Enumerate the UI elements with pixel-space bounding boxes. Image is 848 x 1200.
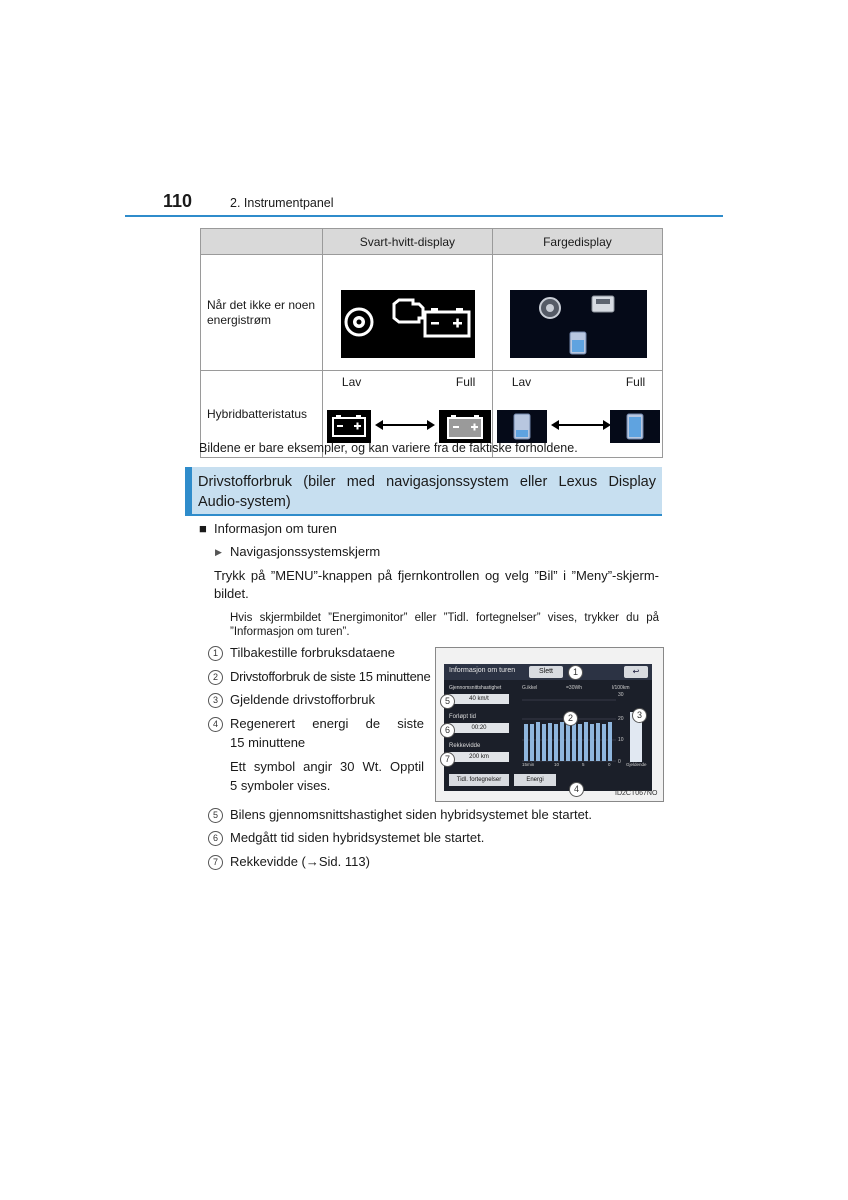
color-no-energy-cell [492, 255, 662, 371]
item-1-text: Tilbakestille forbruksdataene [230, 645, 395, 660]
screen-xtick: 10 [554, 762, 560, 767]
screen-ytick: 0 [618, 759, 621, 765]
display-comparison-table [200, 228, 663, 458]
full-label: Full [455, 375, 476, 389]
bw-no-energy-cell [322, 255, 492, 371]
col-header-bw: Svart-hvitt-display [322, 229, 492, 255]
section-title [198, 472, 656, 512]
wheel-icon [540, 298, 560, 318]
col-header-color: Fargedisplay [492, 229, 662, 255]
item-3-text: Gjeldende drivstofforbruk [230, 692, 376, 707]
screen-xtick: 5 [582, 762, 585, 767]
item-6-text: Medgått tid siden hybridsystemet ble startet. [230, 830, 485, 845]
item-7-text: Rekkevidde (→Sid. 113) [230, 854, 370, 869]
number-marker-3: 3 [208, 693, 223, 708]
battery-icon [448, 415, 482, 438]
image-code: ID2CT067NO [615, 790, 658, 797]
section-accent [185, 467, 192, 516]
section-heading [185, 467, 662, 516]
wheel-icon [346, 309, 372, 335]
screen-consumption-chart [522, 698, 616, 762]
screen-xtick: 0 [608, 762, 611, 767]
battery-low-image [497, 410, 547, 443]
screen-delete-button: Slett [529, 666, 563, 678]
engine-icon [394, 300, 423, 322]
page-number: 110 [163, 191, 193, 211]
item-2-text: Drivstofforbruk de siste 15 minuttene [230, 669, 431, 684]
battery-icon [570, 332, 586, 354]
callout-marker: 4 [569, 782, 584, 797]
screen-tab-history: Tidl. fortegnelser [449, 774, 509, 786]
screen-elapsed-value: 00:20 [449, 723, 509, 733]
screen-chart-label: G.ikkel [522, 685, 538, 691]
double-arrow-icon [375, 419, 435, 431]
item-4-text-line1: Regenerert energi de siste [230, 716, 424, 731]
screen-elapsed-label: Forløpt tid [449, 714, 477, 720]
header-rule [125, 215, 723, 217]
screen-ytick: 10 [618, 737, 624, 743]
number-marker-4: 4 [208, 717, 223, 732]
screen-xtick: 15min [522, 762, 535, 767]
screen-range-label: Rekkevidde [449, 743, 481, 749]
bullet-text: Navigasjonssystemskjerm [230, 544, 381, 559]
screen-unit: l/100km [612, 685, 630, 691]
number-marker-6: 6 [208, 831, 223, 846]
screen-back-icon: ↩ [624, 666, 648, 678]
full-label: Full [625, 375, 646, 389]
number-marker-1: 1 [208, 646, 223, 661]
row-label-no-energy: Når det ikke er noen energistrøm [201, 255, 323, 371]
battery-icon [627, 414, 643, 439]
small-note-line2: ”Informasjon om turen”. [230, 626, 350, 638]
screen-range-value: 200 km [449, 752, 509, 762]
callout-marker: 2 [563, 711, 578, 726]
callout-marker: 1 [568, 665, 583, 680]
double-arrow-icon [551, 419, 611, 431]
low-label: Lav [511, 375, 532, 389]
screen-ytick: 30 [618, 692, 624, 698]
square-bullet-icon: ■ [199, 521, 207, 536]
table-corner [201, 229, 323, 255]
callout-marker: 3 [632, 708, 647, 723]
engine-icon [592, 296, 614, 312]
battery-icon [333, 415, 365, 436]
screen-display [444, 664, 652, 791]
callout-marker: 7 [440, 752, 455, 767]
color-display-image [510, 290, 647, 358]
battery-icon [514, 414, 530, 439]
screen-tab-energy: Energi [514, 774, 556, 786]
bw-display-image [341, 290, 475, 358]
item-4-text-line2: 15 minuttene [230, 735, 306, 750]
item-4-note-line1: Ett symbol angir 30 Wt. Opptil [230, 759, 424, 774]
triangle-bullet-icon: ▶ [215, 547, 222, 557]
small-note-line1: Hvis skjermbildet ”Energimonitor” eller ”Tidl. fortegnelser” vises, trykker du på [230, 612, 659, 624]
battery-full-image [439, 410, 491, 443]
instruction-line2: bildet. [214, 586, 249, 601]
trip-info-screen-illustration [435, 647, 664, 802]
number-marker-2: 2 [208, 670, 223, 685]
chapter-title: 2. Instrumentpanel [230, 196, 334, 210]
callout-marker: 5 [440, 694, 455, 709]
instruction-line1: Trykk på ”MENU”-knappen på fjernkontrollen og velg ”Bil” i ”Meny”-skjerm- [214, 568, 659, 583]
item-5-text: Bilens gjennomsnittshastighet siden hybridsystemet ble startet. [230, 807, 593, 822]
section-title-line2: Audio-system) [198, 494, 291, 510]
item-4-note-line2: 5 symboler vises. [230, 778, 331, 793]
screen-avg-speed-label: Gjennomsnittshastighet [449, 685, 502, 691]
low-label: Lav [341, 375, 362, 389]
subheading: Informasjon om turen [214, 521, 337, 536]
battery-low-image [327, 410, 371, 443]
section-title-line1: Drivstofforbruk (biler med navigasjonssystem eller Lexus Display [198, 474, 656, 490]
battery-full-image [610, 410, 660, 443]
screen-title: Informasjon om turen [449, 667, 516, 674]
number-marker-5: 5 [208, 808, 223, 823]
screen-legend: =30Wh [566, 685, 582, 691]
screen-ytick: 20 [618, 716, 624, 722]
battery-icon [425, 308, 469, 336]
screen-avg-speed-value: 40 km/t [449, 694, 509, 704]
callout-marker: 6 [440, 723, 455, 738]
row-label-battery-status: Hybridbatteristatus [201, 371, 323, 458]
screen-current-label: Gjeldende [626, 762, 647, 767]
image-disclaimer: Bildene er bare eksempler, og kan variere fra de faktiske forholdene. [199, 441, 578, 455]
number-marker-7: 7 [208, 855, 223, 870]
